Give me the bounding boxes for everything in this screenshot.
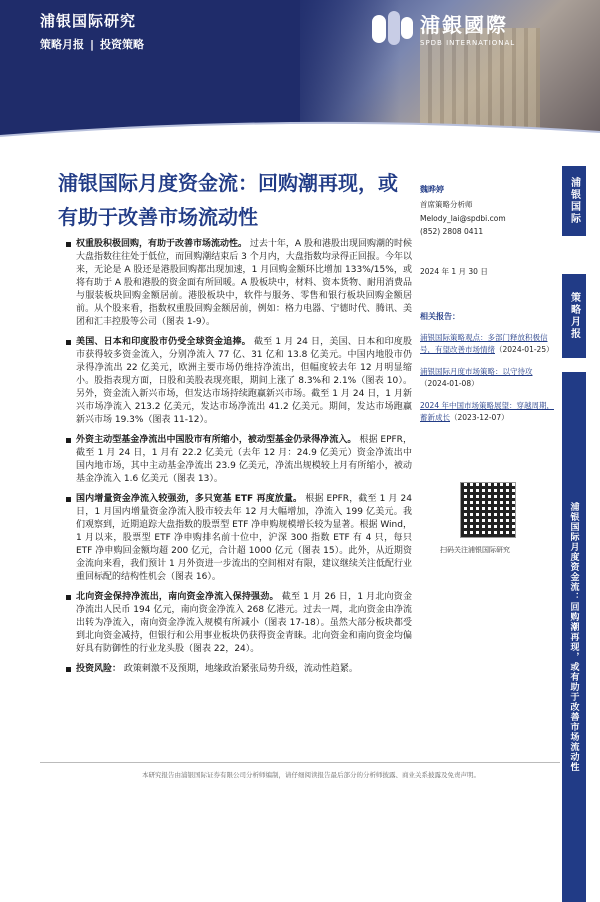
category-label: 策略月报 xyxy=(40,38,84,51)
related-report-link[interactable]: 浦银国际月度市场策略：以守待攻 xyxy=(420,367,533,376)
bullet-lead: 美国、日本和印度股市仍受全球资金追捧。 xyxy=(76,337,251,347)
qr-caption: 扫码关注浦银国际研究 xyxy=(440,546,510,554)
bullet-lead: 国内增量资金净流入较强劲，多只宽基 ETF 再度放量。 xyxy=(76,494,303,504)
info-column xyxy=(420,166,560,424)
logo-text xyxy=(420,9,515,47)
related-report xyxy=(420,332,560,356)
bullet-text: 根据 EPFR，截至 1 月 24 日，1 月有 22.2 亿美元（去年 12 月：24.9 亿美元）资金净流出中国内地市场，其中主动基金净流出 23.9 亿美元，净流出规模较上月有所缩小，被动基金净流入 1.6 亿美元（图表 13）。 xyxy=(76,435,412,484)
bullet-lead: 权重股积极回购，有助于改善市场流动性。 xyxy=(76,239,248,249)
bullet-text: 截至 1 月 24 日，美国、日本和印度股市获得较多资金流入，分别净流入 77 亿、31 亿和 13.8 亿美元。中国内地股市仍录得净流出 22 亿美元，欧洲主要市场仍维持净流出，但幅度较去年 12 月明显缩小。股指表现方面，日股和美股表现亮眼，期间上涨了 8.3%和 2.1%（图表 10）。另外，资金流入新兴市场，但发达市场持续跑赢新兴市场。截至 1 月 24 日，1 月新兴市场净流入 213.2 亿美元，发达市场净流出 41.2 亿美元。期间，发达市场跑赢新兴市场 19.3%（图表 11-12）。 xyxy=(76,337,412,425)
related-report-date: （2024-01-08） xyxy=(420,379,479,388)
report-body xyxy=(66,238,412,683)
related-report-link[interactable]: 浦银国际策略观点：多部门释放积极信号，有望改善市场情绪 xyxy=(420,333,548,354)
footer-disclaimer: 本研究报告由浦银国际证券有限公司分析师编制，请仔细阅读报告最后部分的分析师披露、商业关系披露及免责声明。 xyxy=(142,771,480,779)
bullet-north-south xyxy=(66,591,412,656)
bullet-buyback xyxy=(66,238,412,329)
bullet-risks xyxy=(66,663,412,676)
bullet-text: 截至 1 月 26 日，1 月北向资金净流出人民币 194 亿元，南向资金净流入 268 亿港元。过去一周，北向资金由净流出转为净流入，南向资金净流入规模有所减小（图表 17-18）。虽然大部分板块都受到北向资金减持，但银行和公用事业板块仍获得资金青睐。北向资金和南向资金均偏好具有防御性的行业龙头股（图表 22，24）。 xyxy=(76,592,412,654)
bullet-foreign-funds xyxy=(66,434,412,486)
spdb-logo-icon xyxy=(372,11,414,45)
bullet-lead: 投资风险： xyxy=(76,664,122,674)
logo-en: SPDB INTERNATIONAL xyxy=(420,39,516,47)
qr-code-icon[interactable] xyxy=(460,482,516,538)
spdb-logo xyxy=(372,8,515,48)
report-date: 2024 年 1 月 30 日 xyxy=(420,267,488,276)
logo-cn: 浦銀國際 xyxy=(420,13,508,37)
bullet-global-flows xyxy=(66,336,412,427)
analyst-role: 首席策略分析师 xyxy=(420,200,473,209)
related-report xyxy=(420,400,560,424)
side-tab-institute: 浦银国际 xyxy=(562,166,586,236)
analyst-email[interactable]: Melody_lai@spdbi.com xyxy=(420,214,506,223)
institute-name: 浦银国际研究 xyxy=(40,12,137,30)
side-tab-category: 策略月报 xyxy=(562,274,586,358)
analyst-phone: (852) 2808 0411 xyxy=(420,227,484,236)
analyst-name: 魏晔婷 xyxy=(420,185,444,194)
bullet-lead: 北向资金保持净流出，南向资金净流入保持强劲。 xyxy=(76,592,279,602)
footer-divider xyxy=(40,762,560,763)
report-category xyxy=(40,36,144,52)
related-heading: 相关报告： xyxy=(420,312,460,321)
bullet-text: 政策刺激不及预期，地缘政治紧张局势升级，流动性趋紧。 xyxy=(123,664,358,674)
related-report-date: （2024-01-25） xyxy=(495,345,554,354)
bullet-text: 根据 EPFR，截至 1 月 24 日，1 月国内增量资金净流入股市较去年 12 月大幅增加，净流入 199 亿美元。我们观察到，近期追踪大盘指数的股票型 ETF 净申购规模增长较为显著。根据 Wind，1 月以来，股票型 ETF 净申购排名前十位中，沪深 300 指数 ETF 有 4 只，每只 ETF 净申购回金额均超 200 亿元，合计超 1000 亿元（图表 15）。此外，从近期资金流向来看，我们预计 1 月外资进一步流出的空间相对有限，建议继续关注低配行业重回标配的结构性机会（图表 16）。 xyxy=(76,494,412,582)
bullet-lead: 外资主动型基金净流出中国股市有所缩小，被动型基金仍录得净流入。 xyxy=(76,435,357,445)
subcategory-label: 投资策略 xyxy=(100,38,145,51)
category-separator: | xyxy=(90,38,95,51)
related-report xyxy=(420,366,560,390)
banner-curve xyxy=(0,118,600,148)
bullet-text: 过去十年，A 股和港股出现回购潮的时候大盘指数往往处于低位，而回购潮结束后 3 个月内，大盘指数均录得正回报。今年以来，无论是 A 股还是港股回购都出现加速，1 月回购金额环比增加 133%/15%，或将有助于 A 股和港股的资金面有所回暖。A 股板块中，材料、资本货物、耐用消费品与服装板块回购金额居前。港股板块中，软件与服务、零售和银行板块回购金额居前。从个股来看，指数权重股回购金额居前，例如：格力电器、宁德时代、腾讯、美团和汇丰控股等公司（图表 1-9）。 xyxy=(76,239,412,327)
bullet-domestic-etf xyxy=(66,493,412,584)
related-report-link[interactable]: 2024 年中国市场策略展望：穿越周期，蓄新成长 xyxy=(420,401,554,422)
side-tab-title: 浦银国际月度资金流：回购潮再现，或有助于改善市场流动性 xyxy=(562,372,586,902)
report-title: 浦银国际月度资金流：回购潮再现，或有助于改善市场流动性 xyxy=(58,171,398,229)
related-report-date: （2023-12-07） xyxy=(450,413,509,422)
